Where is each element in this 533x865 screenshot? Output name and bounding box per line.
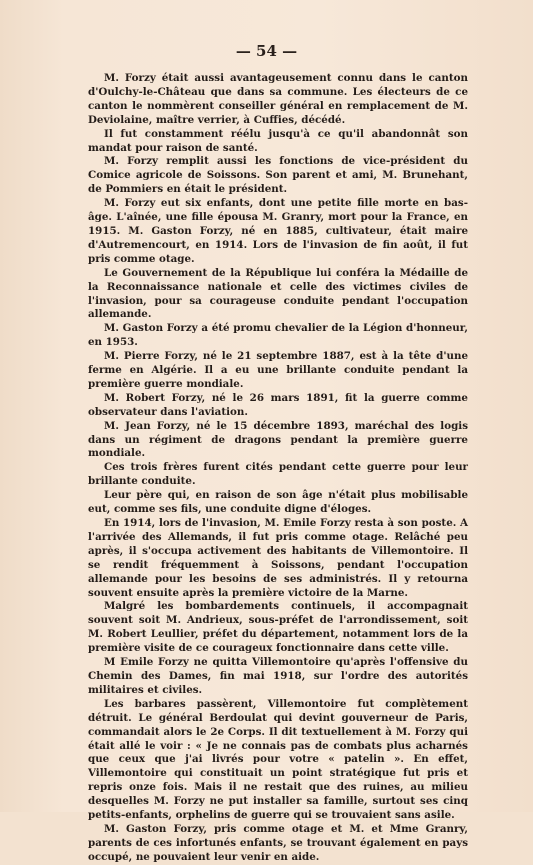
paragraph: M. Forzy remplit aussi les fonctions de vice-président du Comice agricole de Soissons. Son parent et ami, M. Brunehant, de Pommiers en était le président. xyxy=(88,155,468,196)
paragraph: M. Gaston Forzy a été promu chevalier de la Légion d'honneur, en 1953. xyxy=(88,322,468,349)
paragraph: M Emile Forzy ne quitta Villemontoire qu'après l'offensive du Chemin des Dames, fin mai 1918, sur l'ordre des autorités militaires et civiles. xyxy=(88,656,468,696)
paragraph: M. Forzy eut six enfants, dont une petite fille morte en bas-âge. L'aînée, une fille épousa M. Granry, mort pour la France, en 1915. M. Gaston Forzy, né en 1885, cultivateur, était maire d'Autremencourt, en 1914. Lors de l'invasion de fin août, il fut pris comme otage. xyxy=(88,197,468,265)
page-number: — 54 — xyxy=(235,42,298,60)
paragraph: M. Robert Forzy, né le 26 mars 1891, fit la guerre comme observateur dans l'aviation. xyxy=(88,391,468,418)
paragraph: M. Pierre Forzy, né le 21 septembre 1887, est à la tête d'une ferme en Algérie. Il a eu une brillante conduite pendant la première guerre mondiale. xyxy=(88,350,468,390)
paragraph: M. Forzy était aussi avantageusement connu dans le canton d'Oulchy-le-Château que dans sa commune. Les électeurs de ce canton le nommèrent conseiller général en remplacement de M. Deviolaine, maître verrier, à Cuffies, décédé. xyxy=(88,72,468,126)
paragraph: M. Gaston Forzy, pris comme otage et M. et Mme Granry, parents de ces infortunés enfants, se trouvant également en pays occupé, ne pouvaient leur venir en aide. xyxy=(88,822,468,863)
paragraph: Il fut constamment réélu jusqu'à ce qu'il abandonnât son mandat pour raison de santé. xyxy=(88,127,468,154)
paragraph: M. Jean Forzy, né le 15 décembre 1893, maréchal des logis dans un régiment de dragons pendant la première guerre mondiale. xyxy=(88,419,468,460)
paragraph: Leur père qui, en raison de son âge n'était plus mobilisable eut, comme ses fils, une conduite digne d'éloges. xyxy=(88,489,468,516)
body-text xyxy=(88,72,468,865)
paragraph: Les barbares passèrent, Villemontoire fut complètement détruit. Le général Berdoulat qui devint gouverneur de Paris, commandait alors le 2e Corps. Il dit textuellement à M. Forzy qui était allé le voir : « Je ne connais pas de combats plus acharnés que ceux que j'ai livrés pour votre « patelin ». En effet, Villemontoire qui constituait un point stratégique fut pris et repris onze fois. Mais il ne restait que des ruines, au milieu desquelles M. Forzy ne put installer sa famille, surtout ses cinq petits-enfants, orphelins de guerre qui se trouvaient sans asile. xyxy=(88,697,468,822)
paragraph: En 1914, lors de l'invasion, M. Emile Forzy resta à son poste. A l'arrivée des Allemands, il fut pris comme otage. Relâché peu après, il s'occupa activement des habitants de Villemontoire. Il se rendit fréquemment à Soissons, pendant l'occupation allemande pour les besoins de ses administrés. Il y retourna souvent ensuite après la première victoire de la Marne. xyxy=(88,517,468,599)
paragraph: Ces trois frères furent cités pendant cette guerre pour leur brillante conduite. xyxy=(88,461,468,488)
paragraph: Malgré les bombardements continuels, il accompagnait souvent soit M. Andrieux, sous-préfet de l'arrondissement, soit M. Robert Leullier, préfet du département, notamment lors de la première visite de ce courageux fonctionnaire dans cette ville. xyxy=(88,600,468,655)
paragraph: Le Gouvernement de la République lui conféra la Médaille de la Reconnaissance nationale et celle des victimes civiles de l'invasion, pour sa courageuse conduite pendant l'occupation allemande. xyxy=(88,266,468,321)
